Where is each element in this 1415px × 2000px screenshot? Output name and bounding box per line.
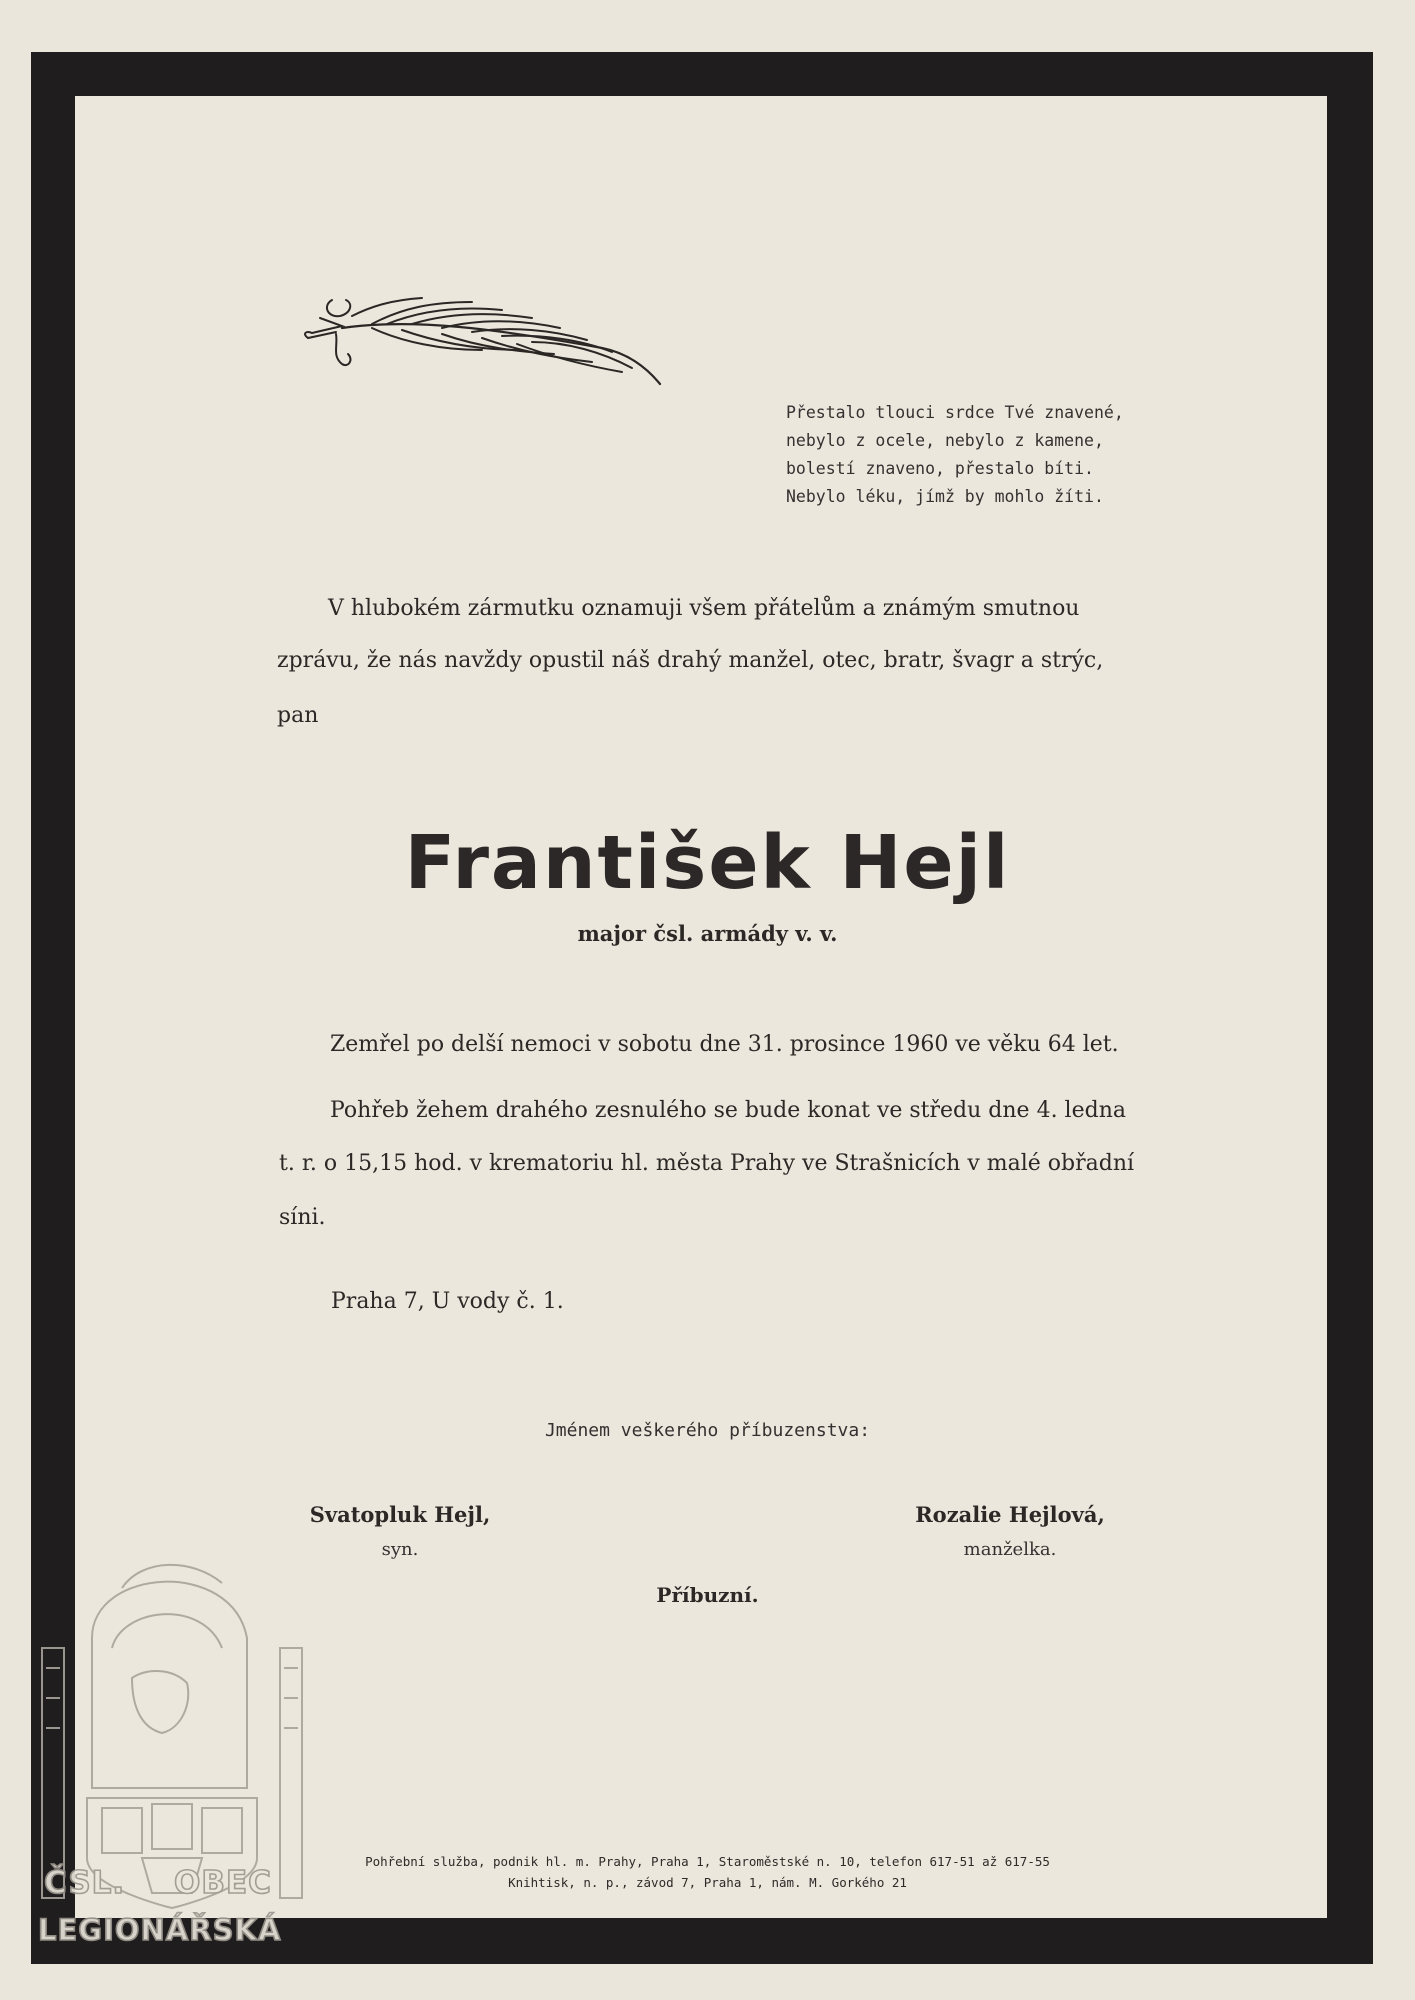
legion-watermark-logo <box>32 1528 312 1958</box>
funeral-line-1: Pohřeb žehem drahého zesnulého se bude konat ve středu dne 4. ledna <box>330 1098 1126 1123</box>
announcement-line-2: zprávu, že nás navždy opustil náš drahý manžel, otec, bratr, švagr a strýc, <box>277 648 1104 673</box>
watermark-text-1: ČSL. <box>44 1865 126 1901</box>
memorial-verse <box>786 399 1126 511</box>
printer-line: Knihtisk, n. p., závod 7, Praha 1, nám. M. Gorkého 21 <box>508 1875 907 1890</box>
signatory-name: Rozalie Hejlová, <box>915 1502 1105 1527</box>
family-address: Praha 7, U vody č. 1. <box>331 1289 564 1314</box>
signatory-role: syn. <box>381 1539 419 1560</box>
verse-line: Přestalo tlouci srdce Tvé znavené, <box>786 403 1124 422</box>
palm-branch-icon <box>292 288 662 393</box>
death-notice: Zemřel po delší nemoci v sobotu dne 31. prosince 1960 ve věku 64 let. <box>330 1032 1119 1057</box>
deceased-name: František Hejl <box>404 820 1011 906</box>
family-intro: Jménem veškerého příbuzenstva: <box>544 1420 871 1441</box>
verse-line: bolestí znaveno, přestalo bíti. <box>786 459 1094 478</box>
verse-line: Nebylo léku, jímž by mohlo žíti. <box>786 487 1104 506</box>
signature-wife <box>880 1502 1140 1560</box>
funeral-line-3: síni. <box>279 1205 326 1230</box>
verse-line: nebylo z ocele, nebylo z kamene, <box>786 431 1104 450</box>
funeral-line-2: t. r. o 15,15 hod. v krematoriu hl. města Prahy ve Strašnicích v malé obřadní <box>279 1151 1135 1176</box>
deceased-rank: major čsl. armády v. v. <box>577 921 838 946</box>
relatives-signature: Příbuzní. <box>656 1583 759 1607</box>
watermark-text-3: LEGIONÁŘSKÁ <box>38 1913 282 1947</box>
signature-son <box>280 1502 520 1560</box>
signatory-name: Svatopluk Hejl, <box>309 1502 491 1527</box>
announcement-line-1: V hlubokém zármutku oznamuji všem přátelům a známým smutnou <box>328 596 1080 621</box>
announcement-line-3: pan <box>277 703 319 728</box>
signatory-role: manželka. <box>963 1539 1057 1560</box>
printer-line: Pohřební služba, podnik hl. m. Prahy, Praha 1, Staroměstské n. 10, telefon 617-51 až 617-55 <box>365 1854 1050 1869</box>
watermark-text-2: OBEC <box>174 1865 272 1901</box>
